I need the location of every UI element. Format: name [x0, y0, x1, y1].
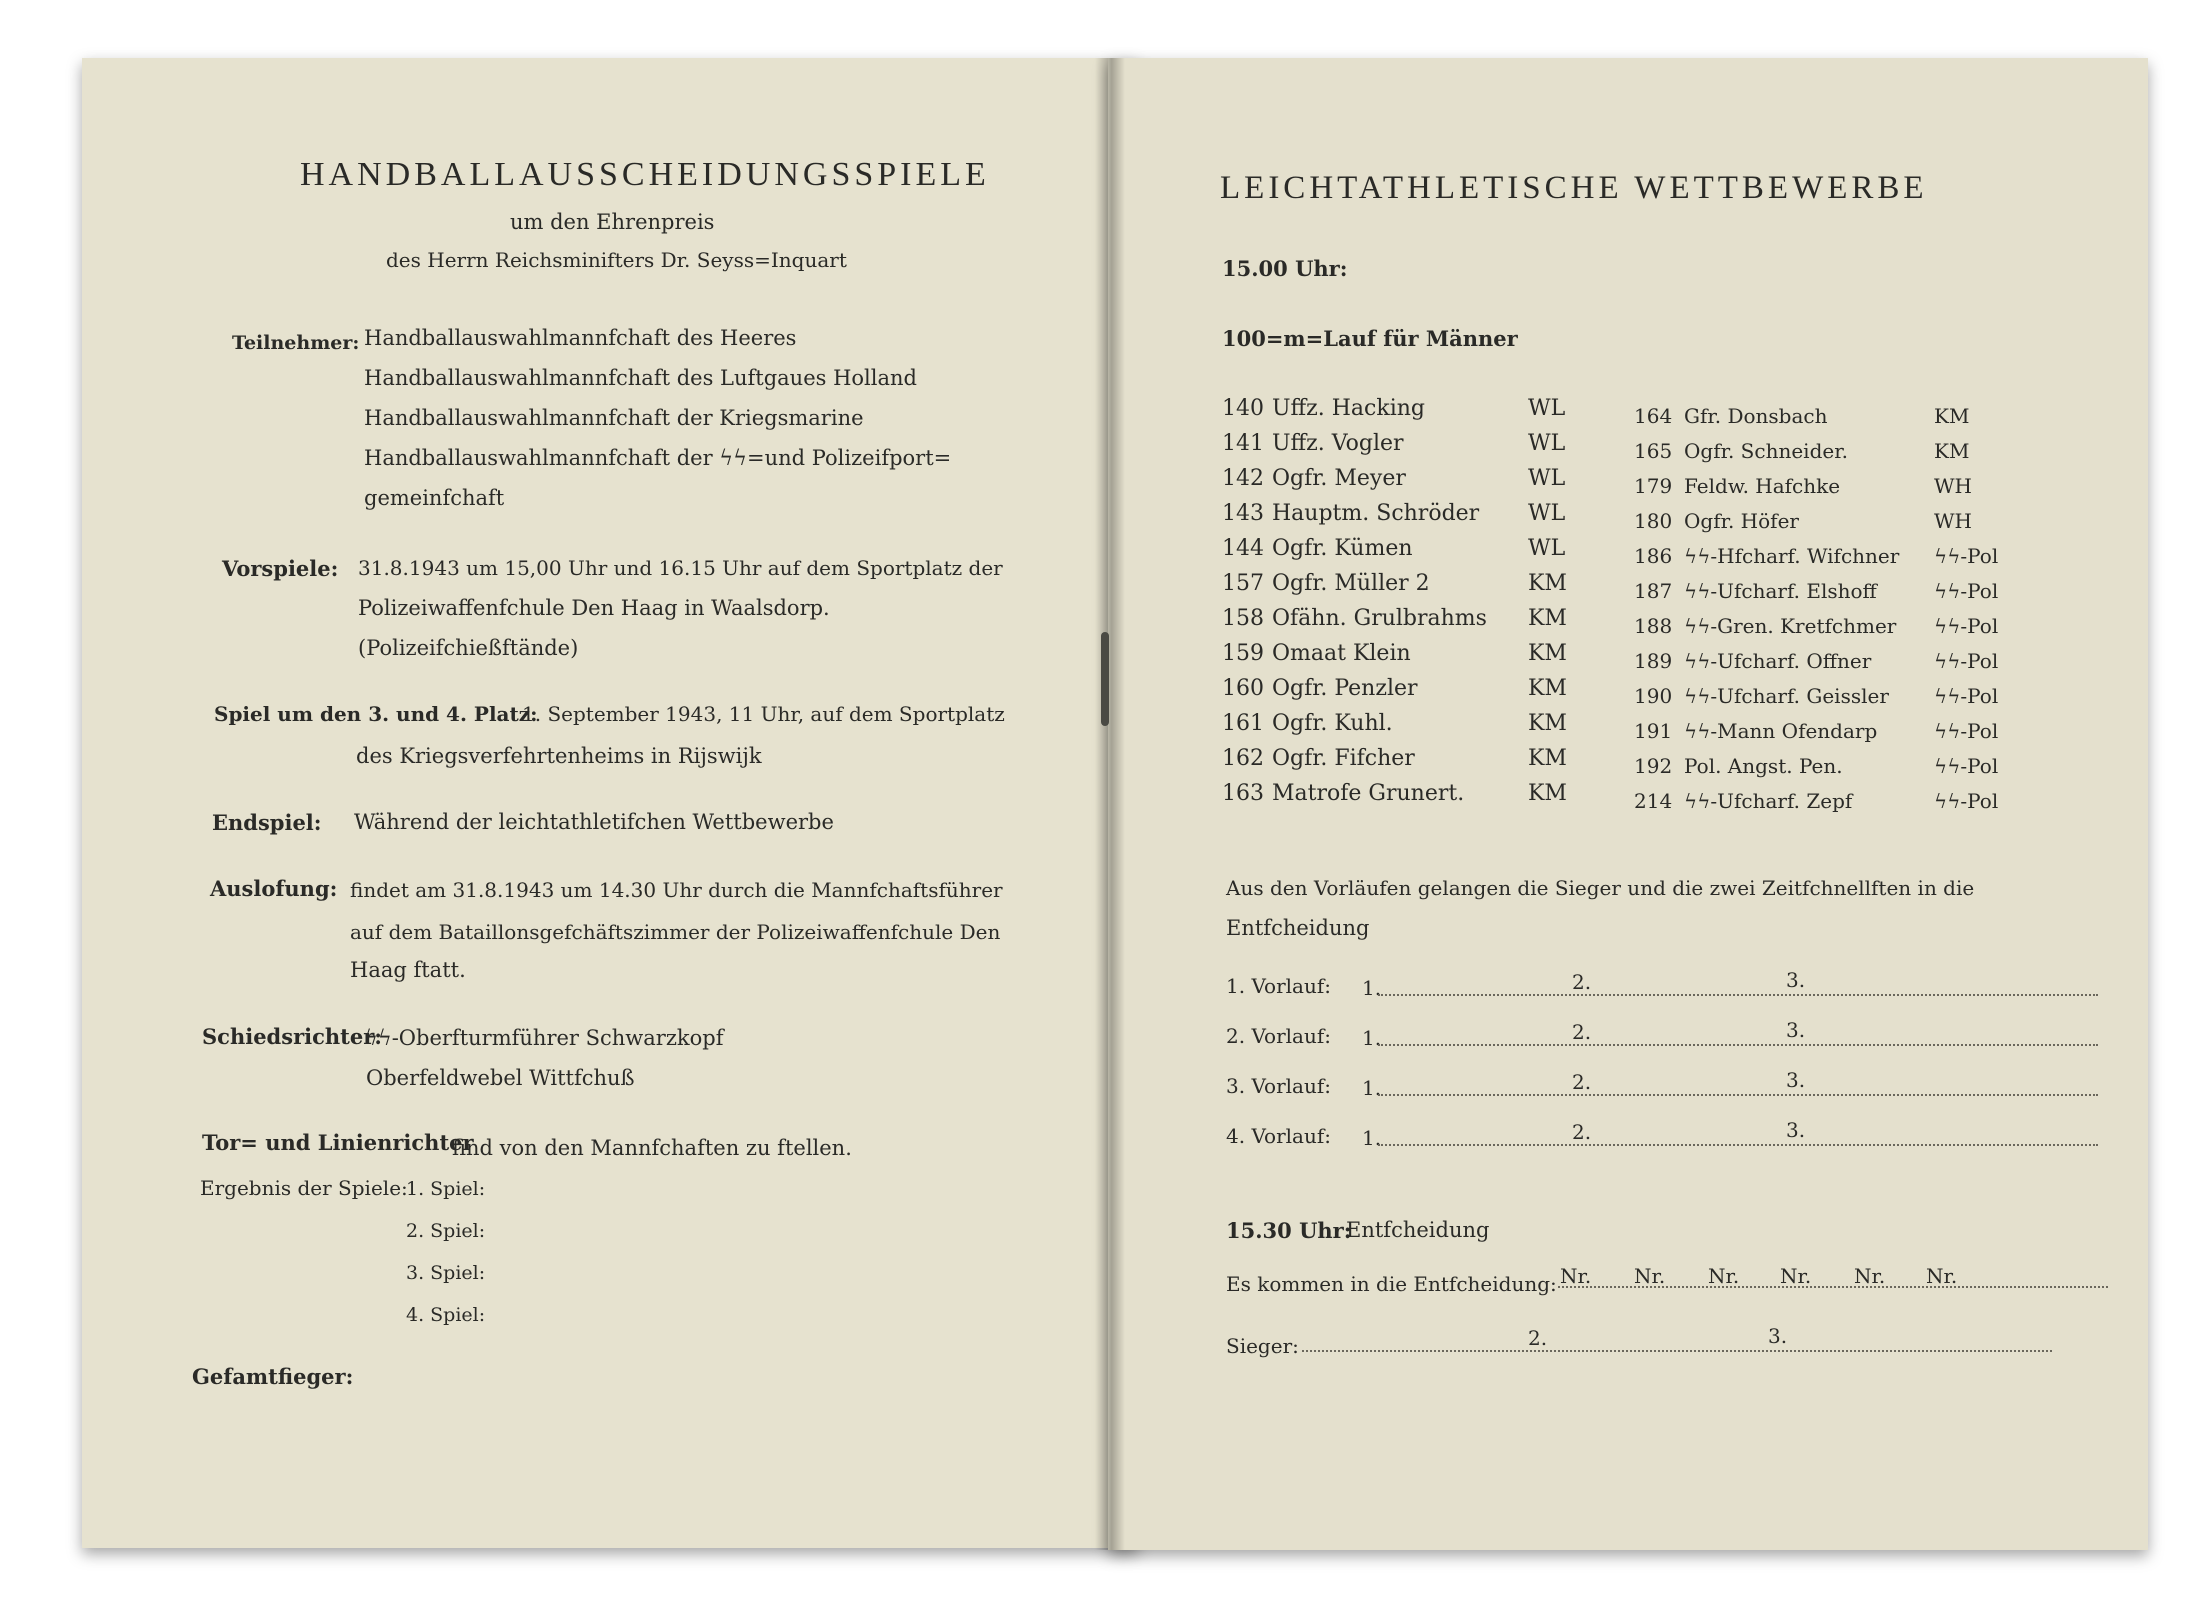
spiel-34-label: Spiel um den 3. und 4. Platz: — [214, 702, 538, 726]
nr-slot-5: Nr. — [1854, 1264, 1886, 1288]
vorlauf-1-place-1: 1. — [1362, 976, 1382, 1000]
teilnehmer-line-4: Handballauswahlmannfchaft der ϟϟ=und Polizeifport= — [364, 446, 952, 470]
list-item: 179 Feldw. Hafchke WH — [1634, 474, 1972, 498]
vorlauf-3-line — [1378, 1094, 2098, 1096]
list-item: 164 Gfr. Donsbach KM — [1634, 404, 1970, 428]
list-item: 159 Omaat Klein KM — [1222, 641, 1567, 666]
spiel-34-line-1: 1. September 1943, 11 Uhr, auf dem Sportplatz — [522, 702, 1005, 726]
right-page — [1108, 58, 2148, 1550]
list-item: 214 ϟϟ-Ufcharf. Zepf ϟϟ-Pol — [1634, 789, 1999, 813]
list-item: 160 Ogfr. Penzler KM — [1222, 676, 1567, 701]
vorlauf-3-place-3: 3. — [1786, 1068, 1806, 1092]
nr-slot-4: Nr. — [1780, 1264, 1812, 1288]
vorspiele-line-1: 31.8.1943 um 15,00 Uhr und 16.15 Uhr auf dem Sportplatz der — [358, 556, 1003, 580]
endspiel-label: Endspiel: — [212, 810, 322, 835]
vorlauf-3-place-2: 2. — [1572, 1070, 1592, 1094]
spiel-34-line-2: des Kriegsverfehrtenheims in Rijswijk — [356, 744, 762, 768]
sieger-label: Sieger: — [1226, 1334, 1299, 1358]
time-1530: 15.30 Uhr: — [1226, 1218, 1352, 1243]
teilnehmer-line-5: gemeinfchaft — [364, 486, 505, 510]
staple-bottom — [1101, 670, 1109, 726]
vorlauf-1-place-2: 2. — [1572, 970, 1592, 994]
list-item: 190 ϟϟ-Ufcharf. Geissler ϟϟ-Pol — [1634, 684, 1999, 708]
list-item: 158 Ofähn. Grulbrahms KM — [1222, 606, 1567, 631]
endspiel-text: Während der leichtathletifchen Wettbewerbe — [354, 810, 834, 834]
handball-title: HANDBALLAUSSCHEIDUNGSSPIELE — [300, 156, 990, 193]
auslosung-line-2: auf dem Bataillonsgefchäftszimmer der Polizeiwaffenfchule Den — [350, 920, 1001, 944]
list-item: 187 ϟϟ-Ufcharf. Elshoff ϟϟ-Pol — [1634, 579, 1999, 603]
list-item: 143 Hauptm. Schröder WL — [1222, 501, 1566, 526]
gesamtsieger-label: Gefamtfieger: — [192, 1364, 354, 1389]
teilnehmer-line-1: Handballauswahlmannfchaft des Heeres — [364, 326, 797, 350]
auslosung-line-3: Haag ftatt. — [350, 958, 466, 982]
vorlauf-4-place-3: 3. — [1786, 1118, 1806, 1142]
teilnehmer-label: Teilnehmer: — [232, 332, 360, 354]
list-item: 188 ϟϟ-Gren. Kretfchmer ϟϟ-Pol — [1634, 614, 1999, 638]
list-item: 189 ϟϟ-Ufcharf. Offner ϟϟ-Pol — [1634, 649, 1999, 673]
auslosung-line-1: findet am 31.8.1943 um 14.30 Uhr durch die Mannfchaftsführer — [350, 878, 1003, 902]
tor-text: find von den Mannfchaften zu ftellen. — [452, 1136, 852, 1160]
vorlauf-note-line-1: Aus den Vorläufen gelangen die Sieger und die zwei Zeitfchnellften in die — [1226, 876, 1975, 900]
auslosung-label: Auslofung: — [210, 876, 338, 901]
leichtathletik-title: LEICHTATHLETISCHE WETTBEWERBE — [1220, 170, 1928, 206]
nr-slot-3: Nr. — [1708, 1264, 1740, 1288]
vorlauf-1-label: 1. Vorlauf: — [1226, 974, 1331, 998]
vorlauf-3-label: 3. Vorlauf: — [1226, 1074, 1331, 1098]
schiedsrichter-line-1: ϟϟ-Oberfturmführer Schwarzkopf — [364, 1026, 724, 1050]
vorlauf-2-line — [1378, 1044, 2098, 1046]
schiedsrichter-line-2: Oberfeldwebel Wittfchuß — [366, 1066, 635, 1090]
vorlauf-2-label: 2. Vorlauf: — [1226, 1024, 1331, 1048]
vorlauf-3-place-1: 1. — [1362, 1076, 1382, 1100]
vorlauf-1-line — [1378, 994, 2098, 996]
teilnehmer-line-2: Handballauswahlmannfchaft des Luftgaues Holland — [364, 366, 917, 390]
vorlauf-2-place-3: 3. — [1786, 1018, 1806, 1042]
list-item: 162 Ogfr. Fifcher KM — [1222, 746, 1567, 771]
vorlauf-4-place-2: 2. — [1572, 1120, 1592, 1144]
vorspiele-label: Vorspiele: — [222, 556, 339, 581]
event-100m: 100=m=Lauf für Männer — [1222, 326, 1518, 351]
sieger-place-2: 2. — [1528, 1326, 1548, 1350]
list-item: 157 Ogfr. Müller 2 KM — [1222, 571, 1567, 596]
list-item: 161 Ogfr. Kuhl. KM — [1222, 711, 1567, 736]
handball-subtitle-1: um den Ehrenpreis — [510, 210, 715, 234]
list-item: 142 Ogfr. Meyer WL — [1222, 466, 1566, 491]
ergebnis-game-2: 2. Spiel: — [406, 1220, 486, 1242]
time-1530-text: Entfcheidung — [1346, 1218, 1490, 1242]
vorspiele-line-2: Polizeiwaffenfchule Den Haag in Waalsdorp. — [358, 596, 830, 620]
vorlauf-4-place-1: 1. — [1362, 1126, 1382, 1150]
ergebnis-game-4: 4. Spiel: — [406, 1304, 486, 1326]
list-item: 144 Ogfr. Kümen WL — [1222, 536, 1566, 561]
nr-slot-2: Nr. — [1634, 1264, 1666, 1288]
ergebnis-game-3: 3. Spiel: — [406, 1262, 486, 1284]
tor-label: Tor= und Linienrichter — [202, 1130, 474, 1155]
handball-subtitle-2: des Herrn Reichsminifters Dr. Seyss=Inquart — [386, 248, 847, 272]
vorlauf-2-place-1: 1. — [1362, 1026, 1382, 1050]
list-item: 140 Uffz. Hacking WL — [1222, 396, 1566, 421]
list-item: 141 Uffz. Vogler WL — [1222, 431, 1566, 456]
ergebnis-game-1: 1. Spiel: — [406, 1178, 486, 1200]
vorlauf-4-label: 4. Vorlauf: — [1226, 1124, 1331, 1148]
kommen-label: Es kommen in die Entfcheidung: — [1226, 1272, 1557, 1296]
left-page — [82, 58, 1138, 1548]
nr-slot-1: Nr. — [1560, 1264, 1592, 1288]
list-item: 165 Ogfr. Schneider. KM — [1634, 439, 1970, 463]
vorspiele-line-3: (Polizeifchießftände) — [358, 636, 579, 660]
participants-left — [1222, 396, 1602, 816]
vorlauf-2-place-2: 2. — [1572, 1020, 1592, 1044]
list-item: 186 ϟϟ-Hfcharf. Wifchner ϟϟ-Pol — [1634, 544, 1999, 568]
list-item: 191 ϟϟ-Mann Ofendarp ϟϟ-Pol — [1634, 719, 1999, 743]
vorlauf-1-place-3: 3. — [1786, 968, 1806, 992]
teilnehmer-line-3: Handballauswahlmannfchaft der Kriegsmarine — [364, 406, 864, 430]
sieger-line — [1302, 1350, 2052, 1352]
schiedsrichter-label: Schiedsrichter: — [202, 1024, 383, 1049]
sieger-place-3: 3. — [1768, 1324, 1788, 1348]
time-1500: 15.00 Uhr: — [1222, 256, 1348, 281]
list-item: 180 Ogfr. Höfer WH — [1634, 509, 1972, 533]
vorlauf-note-line-2: Entfcheidung — [1226, 916, 1370, 940]
list-item: 163 Matrofe Grunert. KM — [1222, 781, 1567, 806]
list-item: 192 Pol. Angst. Pen. ϟϟ-Pol — [1634, 754, 1999, 778]
ergebnis-label: Ergebnis der Spiele: — [200, 1176, 408, 1200]
vorlauf-4-line — [1378, 1144, 2098, 1146]
participants-right — [1634, 404, 2014, 824]
nr-slot-6: Nr. — [1926, 1264, 1958, 1288]
